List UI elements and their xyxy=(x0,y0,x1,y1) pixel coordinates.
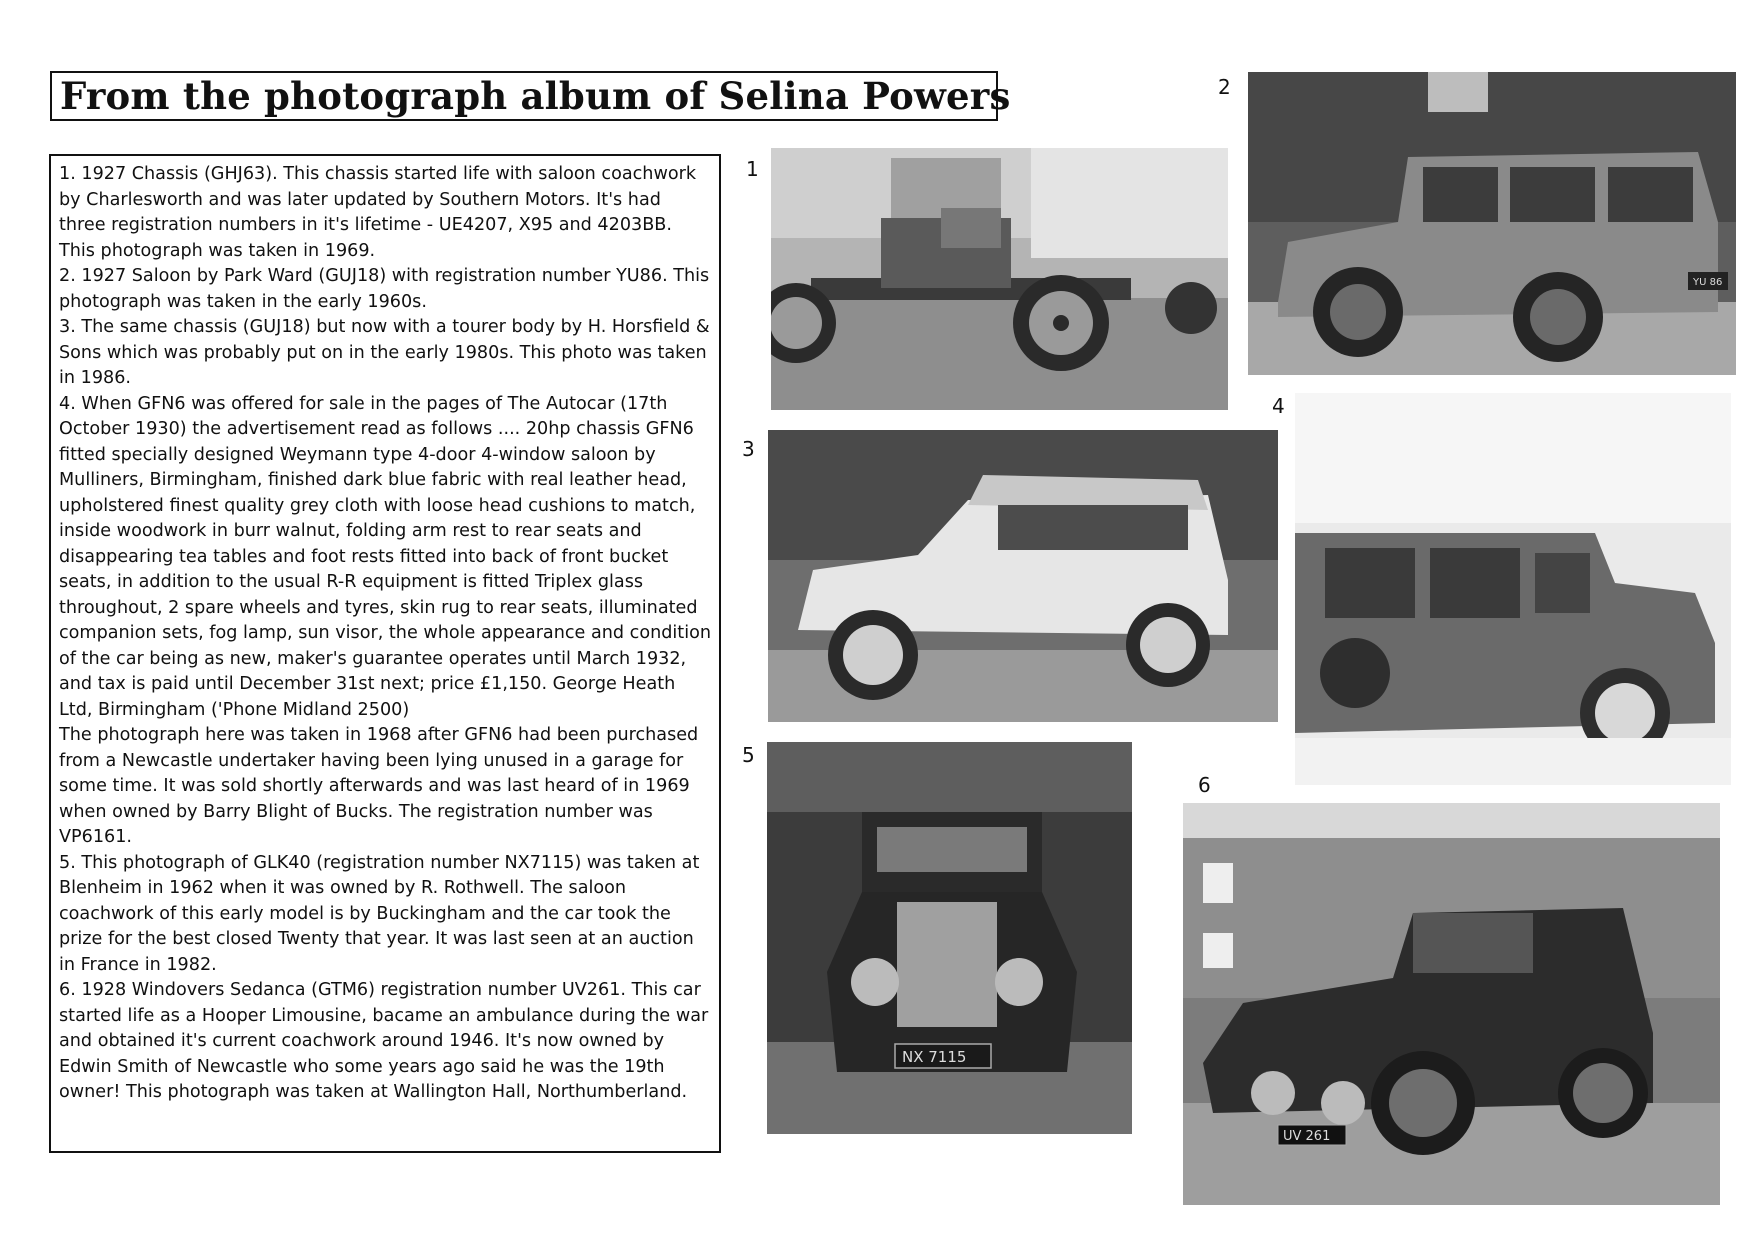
photo-3-tourer xyxy=(768,430,1278,722)
title-box xyxy=(50,71,1011,121)
caption-paragraph: 2. 1927 Saloon by Park Ward (GUJ18) with registration number YU86. This photograph was taken in the early 1960s. xyxy=(59,266,710,312)
photo-number-6: 6 xyxy=(1198,773,1211,797)
photo-1-chassis xyxy=(771,148,1228,410)
photo-number-1: 1 xyxy=(746,157,759,181)
photo-2-plate: YU 86 xyxy=(1693,277,1723,288)
photo-6-plate: UV 261 xyxy=(1283,1129,1331,1144)
caption-text-box xyxy=(49,154,721,1153)
photo-number-4: 4 xyxy=(1272,394,1285,418)
photo-number-2: 2 xyxy=(1218,75,1231,99)
caption-paragraph: 1. 1927 Chassis (GHJ63). This chassis started life with saloon coachwork by Charlesworth and was later updated by Southern Motors. It's had three registration numbers in it's lifetime - UE4207, X95 and 4203BB. This photograph was taken in 1969. xyxy=(59,164,697,261)
photo-5-plate: NX 7115 xyxy=(902,1048,967,1066)
photo-2-saloon xyxy=(1248,72,1736,375)
photo-5-front-saloon xyxy=(767,742,1132,1134)
caption-paragraph: 6. 1928 Windovers Sedanca (GTM6) registration number UV261. This car started life as a Hooper Limousine, bacame an ambulance during the war and obtained it's current coachwork around 1946. It's now owned by Edwin Smith of Newcastle who some years ago said he was the 19th owner! This photograph was taken at Wallington Hall, Northumberland. xyxy=(59,980,709,1102)
caption-paragraph: 5. This photograph of GLK40 (registration number NX7115) was taken at Blenheim in 1962 when it was owned by R. Rothwell. The saloon coachwork of this early model is by Buckingham and the car took the prize for the best closed Twenty that year. It was last seen at an auction in France in 1982. xyxy=(59,852,700,975)
photo-number-3: 3 xyxy=(742,437,755,461)
caption-paragraph: 3. The same chassis (GUJ18) but now with a tourer body by H. Horsfield & Sons which was probably put on in the early 1980s. This photo was taken in 1986. xyxy=(59,317,710,388)
page-title: From the photograph album of Selina Powers xyxy=(60,74,1011,118)
photo-6-sedanca xyxy=(1183,803,1720,1205)
caption-paragraph: 4. When GFN6 was offered for sale in the pages of The Autocar (17th October 1930) the advertisement read as follows .... 20hp chassis GFN6 fitted specially designed Weymann type 4-door 4-window saloon by Mulliners, Birmingham, finished dark blue fabric with real leather head, upholstered finest quality grey cloth with loose head cushions to match, inside woodwork in burr walnut, folding arm rest to rear seats and disappearing tea tables and foot rests fitted into back of front bucket seats, in addition to the usual R-R equipment is fitted Triplex glass throughout, 2 spare wheels and tyres, skin rug to rear seats, illuminated companion sets, fog lamp, sun visor, the whole appearance and condition of the car being as new, maker's guarantee operates until March 1932, and tax is paid until December 31st next; price £1,150. George Heath Ltd, Birmingham ('Phone Midland 2500) xyxy=(59,393,711,720)
photo-number-5: 5 xyxy=(742,743,755,767)
caption-paragraph: The photograph here was taken in 1968 after GFN6 had been purchased from a Newcastle undertaker having been lying unused in a garage for some time. It was sold shortly afterwards and was last heard of in 1969 when owned by Barry Blight of Bucks. The registration number was VP6161. xyxy=(59,725,699,847)
photo-4-saloon xyxy=(1295,393,1731,785)
